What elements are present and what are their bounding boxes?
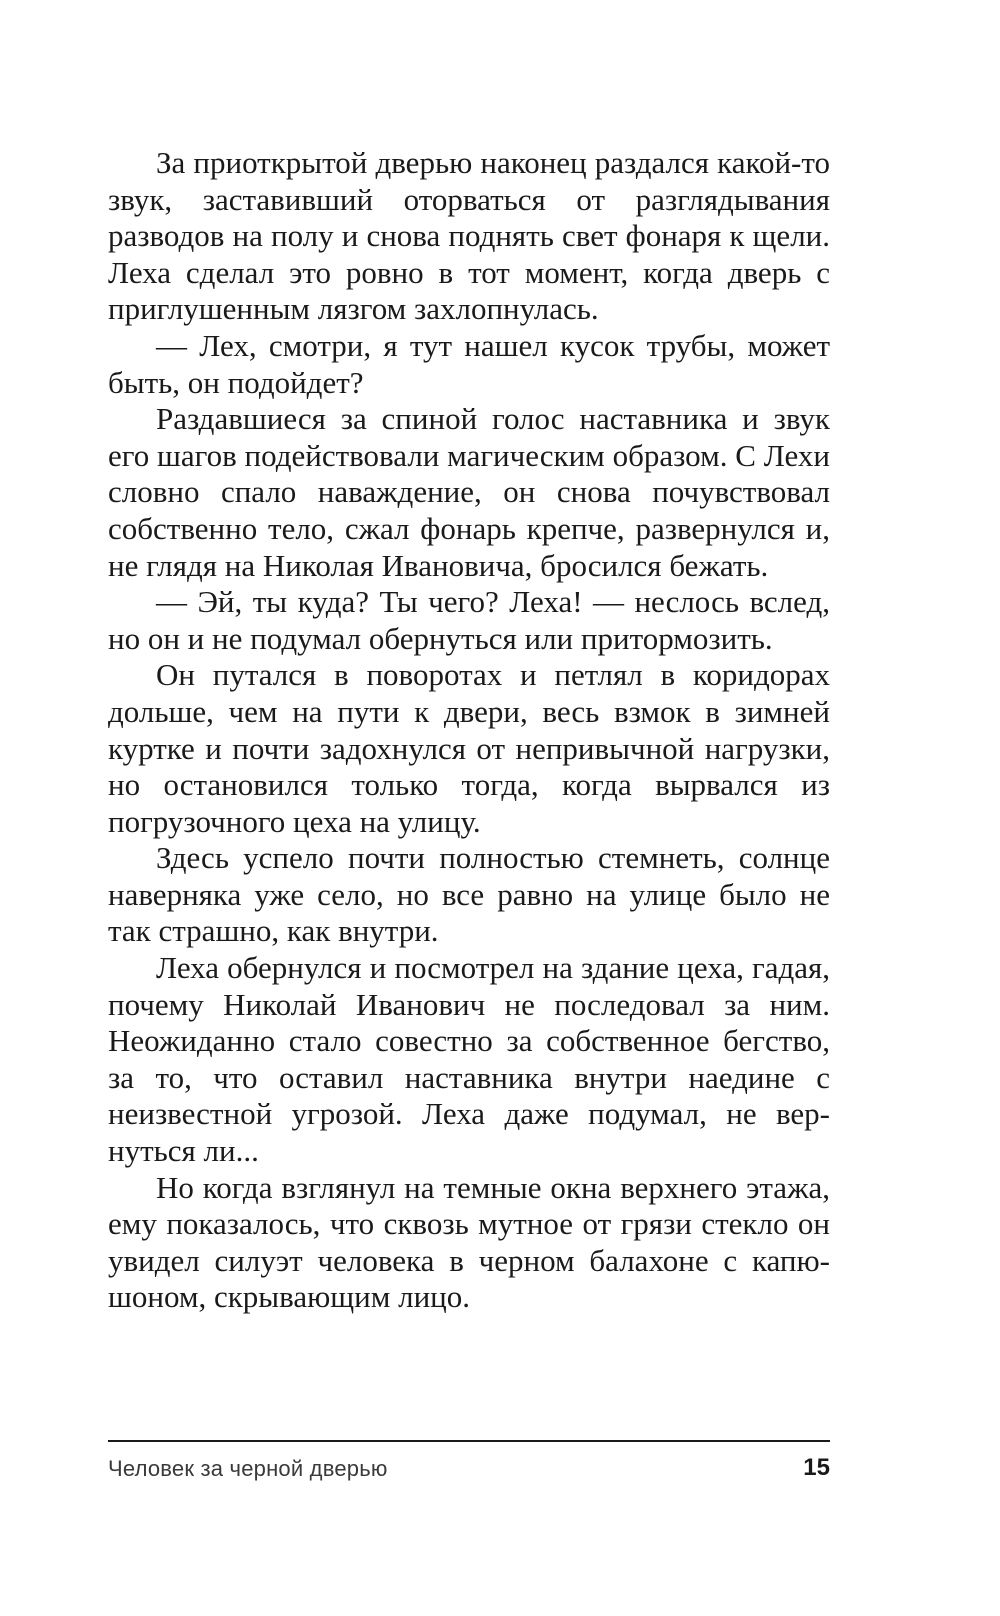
paragraph: Он путался в поворотах и петлял в коридорах дольше, чем на пути к двери, весь взмок в зимней куртке и почти задохнулся от непривычной нагрузки, но остановился только тогда, когда вырвался из погрузочного цеха на улицу. <box>108 657 830 839</box>
paragraph: — Лех, смотри, я тут нашел кусок трубы, может быть, он подойдет? <box>108 327 830 400</box>
page-number: 15 <box>803 1454 830 1481</box>
paragraph: Раздавшиеся за спиной голос наставника и звук его шагов подействовали магическим образом. С Лехи словно спало наваждение, он снова почувствовал собственно тело, сжал фонарь крепче, развернулся и, не глядя на Николая Ивановича, бросился бежать. <box>108 401 830 583</box>
paragraph: Но когда взглянул на темные окна верхнего этажа, ему показалось, что сквозь мутное от грязи стекло он увидел силуэт человека в черном балахоне с капюшоном, скрывающим лицо. <box>108 1169 830 1315</box>
paragraph: — Эй, ты куда? Ты чего? Леха! — неслось вслед, но он и не подумал обернуться или притормозить. <box>108 584 830 656</box>
paragraph: Здесь успело почти полностью стемнеть, солнце наверняка уже село, но все равно на улице было не так страшно, как внутри. <box>108 840 830 949</box>
page-body <box>108 145 830 1316</box>
running-title: Человек за черной дверью <box>108 1456 388 1481</box>
paragraph: Леха обернулся и посмотрел на здание цеха, гадая, почему Николай Иванович не последовал за ним. Неожиданно стало совестно за собственное бегство, за то, что оставил наставника внутри наедине с неизвестной угрозой. Леха даже подумал, не вернуться ли... <box>108 950 830 1169</box>
page-footer <box>108 1440 830 1492</box>
paragraph: За приоткрытой дверью наконец раздался какой-то звук, заставивший оторваться от разглядывания разводов на полу и снова поднять свет фонаря к щели. Леха сделал это ровно в тот момент, когда дверь с приглушенным лязгом захлопнулась. <box>108 145 830 327</box>
